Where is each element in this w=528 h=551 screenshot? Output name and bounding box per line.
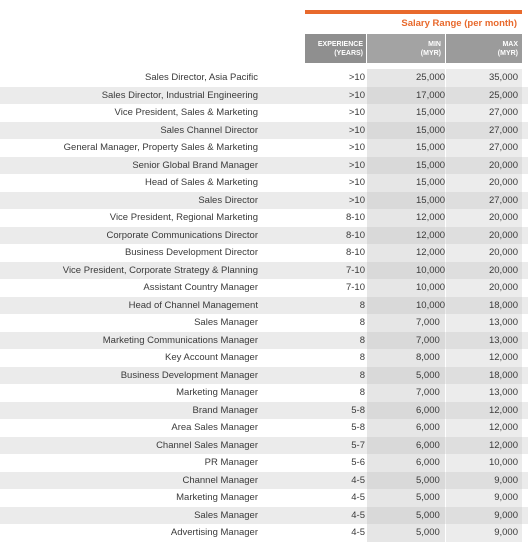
salary-min: 15,000 bbox=[416, 194, 446, 206]
salary-max: 20,000 bbox=[488, 282, 518, 293]
table-row bbox=[0, 104, 528, 122]
experience-years: 7-10 bbox=[345, 282, 365, 293]
experience-years: 8 bbox=[359, 387, 365, 398]
table-row bbox=[0, 454, 528, 472]
salary-min: 6,000 bbox=[416, 404, 440, 416]
table-row bbox=[0, 157, 528, 175]
salary-min: 6,000 bbox=[416, 422, 440, 433]
table-row bbox=[0, 437, 528, 455]
header-experience-line1: EXPERIENCE bbox=[317, 40, 363, 48]
experience-years: >10 bbox=[348, 194, 365, 206]
experience-years: >10 bbox=[348, 107, 365, 118]
job-title: Marketing Communications Manager bbox=[102, 334, 258, 346]
table-row bbox=[0, 69, 528, 87]
job-title: Business Development Manager bbox=[120, 369, 258, 381]
salary-range-title: Salary Range (per month) bbox=[401, 18, 517, 29]
experience-years: 8-10 bbox=[345, 247, 365, 258]
salary-max: 27,000 bbox=[488, 194, 518, 206]
salary-max: 35,000 bbox=[488, 72, 518, 83]
table-row bbox=[0, 332, 528, 350]
salary-min: 7,000 bbox=[416, 334, 440, 346]
table-row bbox=[0, 174, 528, 192]
header-min bbox=[367, 34, 445, 63]
job-title: Area Sales Manager bbox=[171, 422, 258, 433]
header-experience bbox=[305, 34, 366, 63]
table-row bbox=[0, 402, 528, 420]
header-max bbox=[446, 34, 522, 63]
experience-years: 8-10 bbox=[345, 212, 365, 223]
experience-years: 8 bbox=[359, 299, 365, 311]
table-row bbox=[0, 472, 528, 490]
job-title: Marketing Manager bbox=[176, 387, 258, 398]
job-title: Sales Director, Industrial Engineering bbox=[101, 89, 258, 101]
experience-years: 8 bbox=[359, 352, 365, 363]
salary-min: 5,000 bbox=[416, 527, 440, 538]
table-row bbox=[0, 314, 528, 332]
salary-min: 6,000 bbox=[416, 457, 440, 468]
table-row bbox=[0, 139, 528, 157]
job-title: Sales Channel Director bbox=[160, 124, 258, 136]
salary-min: 10,000 bbox=[416, 282, 446, 293]
salary-max: 20,000 bbox=[488, 212, 518, 223]
experience-years: 4-5 bbox=[351, 474, 365, 486]
salary-min: 7,000 bbox=[416, 387, 440, 398]
job-title: Sales Director, Asia Pacific bbox=[145, 72, 258, 83]
experience-years: 8 bbox=[359, 369, 365, 381]
salary-max: 27,000 bbox=[488, 107, 518, 118]
salary-max: 25,000 bbox=[488, 89, 518, 101]
salary-min: 5,000 bbox=[416, 369, 440, 381]
job-title: Assistant Country Manager bbox=[143, 282, 258, 293]
salary-min: 12,000 bbox=[416, 247, 446, 258]
table-row bbox=[0, 262, 528, 280]
salary-min: 10,000 bbox=[416, 264, 446, 276]
salary-max: 12,000 bbox=[488, 404, 518, 416]
table-row bbox=[0, 279, 528, 297]
job-title: Marketing Manager bbox=[176, 492, 258, 503]
experience-years: >10 bbox=[348, 177, 365, 188]
job-title: Senior Global Brand Manager bbox=[132, 159, 258, 171]
experience-years: 7-10 bbox=[345, 264, 365, 276]
table-row bbox=[0, 349, 528, 367]
job-title: PR Manager bbox=[204, 457, 258, 468]
salary-max: 20,000 bbox=[488, 177, 518, 188]
table-row bbox=[0, 524, 528, 542]
salary-max: 20,000 bbox=[488, 264, 518, 276]
salary-min: 15,000 bbox=[416, 142, 446, 153]
salary-max: 12,000 bbox=[488, 439, 518, 451]
experience-years: 4-5 bbox=[351, 492, 365, 503]
job-title: Sales Manager bbox=[194, 509, 258, 521]
salary-max: 10,000 bbox=[488, 457, 518, 468]
experience-years: 4-5 bbox=[351, 527, 365, 538]
salary-max: 12,000 bbox=[488, 422, 518, 433]
header-max-line2: (MYR) bbox=[497, 49, 518, 57]
salary-min: 10,000 bbox=[416, 299, 446, 311]
salary-max: 13,000 bbox=[488, 317, 518, 328]
salary-max: 13,000 bbox=[488, 334, 518, 346]
salary-max: 13,000 bbox=[488, 387, 518, 398]
salary-max: 20,000 bbox=[488, 247, 518, 258]
job-title: Vice President, Corporate Strategy & Planning bbox=[62, 264, 258, 276]
table-row bbox=[0, 419, 528, 437]
salary-min: 17,000 bbox=[416, 89, 446, 101]
table-row bbox=[0, 209, 528, 227]
table-row bbox=[0, 122, 528, 140]
job-title: Key Account Manager bbox=[165, 352, 258, 363]
salary-min: 12,000 bbox=[416, 229, 446, 241]
table-row bbox=[0, 489, 528, 507]
experience-years: >10 bbox=[348, 89, 365, 101]
experience-years: 8 bbox=[359, 317, 365, 328]
salary-max: 9,000 bbox=[494, 509, 518, 521]
header-min-line2: (MYR) bbox=[420, 49, 441, 57]
header-max-line1: MAX bbox=[502, 40, 518, 48]
experience-years: 8 bbox=[359, 334, 365, 346]
salary-max: 20,000 bbox=[488, 159, 518, 171]
job-title: Sales Director bbox=[198, 194, 258, 206]
table-row bbox=[0, 227, 528, 245]
table-row bbox=[0, 384, 528, 402]
salary-min: 25,000 bbox=[416, 72, 446, 83]
job-title: Advertising Manager bbox=[170, 527, 258, 538]
table-row bbox=[0, 367, 528, 385]
accent-bar bbox=[305, 10, 522, 14]
salary-max: 18,000 bbox=[488, 299, 518, 311]
experience-years: >10 bbox=[348, 72, 365, 83]
job-title: Channel Sales Manager bbox=[156, 439, 258, 451]
salary-max: 27,000 bbox=[488, 142, 518, 153]
salary-max: 27,000 bbox=[488, 124, 518, 136]
header-experience-line2: (YEARS) bbox=[334, 49, 363, 57]
experience-years: >10 bbox=[348, 124, 365, 136]
table-row bbox=[0, 244, 528, 262]
salary-min: 8,000 bbox=[416, 352, 440, 363]
job-title: Sales Manager bbox=[194, 317, 258, 328]
salary-min: 7,000 bbox=[416, 317, 440, 328]
experience-years: 4-5 bbox=[351, 509, 365, 521]
salary-min: 5,000 bbox=[416, 492, 440, 503]
salary-min: 15,000 bbox=[416, 177, 446, 188]
header-min-line1: MIN bbox=[428, 40, 441, 48]
experience-years: >10 bbox=[348, 142, 365, 153]
job-title: Head of Channel Management bbox=[128, 299, 258, 311]
salary-table-body bbox=[0, 69, 528, 542]
experience-years: 5-7 bbox=[351, 439, 365, 451]
salary-max: 18,000 bbox=[488, 369, 518, 381]
experience-years: 5-6 bbox=[351, 457, 365, 468]
job-title: Brand Manager bbox=[192, 404, 258, 416]
salary-min: 5,000 bbox=[416, 509, 440, 521]
job-title: Business Development Director bbox=[124, 247, 258, 258]
table-row bbox=[0, 87, 528, 105]
salary-max: 9,000 bbox=[494, 527, 518, 538]
job-title: Channel Manager bbox=[182, 474, 258, 486]
job-title: Vice President, Sales & Marketing bbox=[114, 107, 258, 118]
salary-min: 5,000 bbox=[416, 474, 440, 486]
table-row bbox=[0, 192, 528, 210]
job-title: Head of Sales & Marketing bbox=[144, 177, 258, 188]
experience-years: >10 bbox=[348, 159, 365, 171]
experience-years: 8-10 bbox=[345, 229, 365, 241]
experience-years: 5-8 bbox=[351, 422, 365, 433]
salary-max: 9,000 bbox=[494, 492, 518, 503]
experience-years: 5-8 bbox=[351, 404, 365, 416]
salary-min: 6,000 bbox=[416, 439, 440, 451]
salary-max: 20,000 bbox=[488, 229, 518, 241]
salary-min: 12,000 bbox=[416, 212, 446, 223]
salary-max: 12,000 bbox=[488, 352, 518, 363]
table-row bbox=[0, 297, 528, 315]
table-row bbox=[0, 507, 528, 525]
job-title: General Manager, Property Sales & Marketing bbox=[63, 142, 258, 153]
salary-max: 9,000 bbox=[494, 474, 518, 486]
salary-min: 15,000 bbox=[416, 159, 446, 171]
salary-min: 15,000 bbox=[416, 107, 446, 118]
job-title: Vice President, Regional Marketing bbox=[109, 212, 258, 223]
job-title: Corporate Communications Director bbox=[106, 229, 258, 241]
salary-min: 15,000 bbox=[416, 124, 446, 136]
